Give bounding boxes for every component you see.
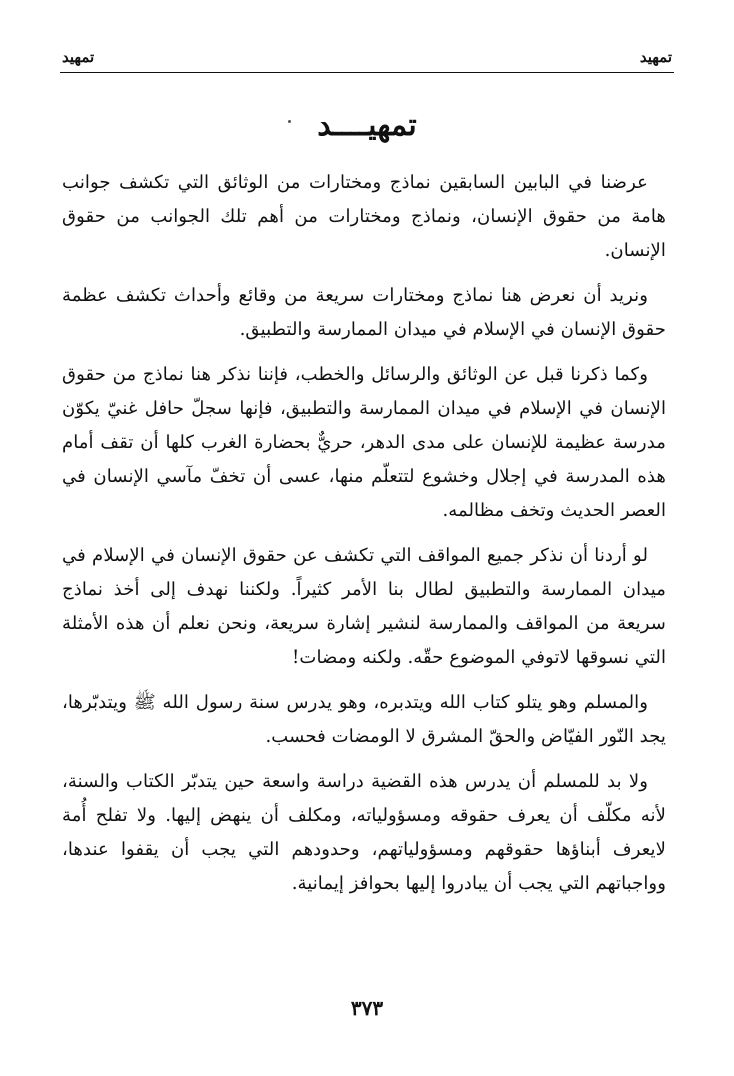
paragraph-5: والمسلم وهو يتلو كتاب الله ويتدبره، وهو يدرس سنة رسول الله ﷺ ويتدبّرها، يجد النّور الفيّاض والحقّ المشرق لا الومضات فحسب. — [62, 692, 666, 747]
running-header-right-title: تمهيد — [639, 48, 672, 66]
paragraph-4: لو أردنا أن نذكر جميع المواقف التي تكشف عن حقوق الإنسان في الإسلام في ميدان الممارسة والتطبيق لطال بنا الأمر كثيراً. ولكننا نهدف إلى أخذ نماذج سريعة من المواقف والممارسة لنشير إشارة سريعة، ونحن نعلم أن هذه الأمثلة التي نسوقها لاتوفي الموضوع حقّه. ولكنه ومضات! — [62, 545, 666, 668]
paragraph-6: ولا بد للمسلم أن يدرس هذه القضية دراسة واسعة حين يتدبّر الكتاب والسنة، لأنه مكلّف أن يعرف حقوقه ومسؤولياته، ومكلف أن ينهض إليها. ولا تفلح أُمة لايعرف أبناؤها حقوقهم ومسؤولياتهم، وحدودهم التي يجب أن يقفوا عندها، وواجباتهم التي يجب أن يبادروا إليها بحوافز إيمانية. — [62, 771, 666, 894]
paragraph-1: عرضنا في البابين السابقين نماذج ومختارات من الوثائق التي تكشف جوانب هامة من حقوق الإنسان، ونماذج ومختارات من أهم تلك الجوانب من حقوق الإنسان. — [62, 172, 666, 261]
body-text — [62, 166, 666, 912]
paragraph-3: وكما ذكرنا قبل عن الوثائق والرسائل والخطب، فإننا نذكر هنا نماذج من حقوق الإنسان في الإسلام في ميدان الممارسة والتطبيق، فإنها سجلّ حافل غنيّ يكوّن مدرسة عظيمة للإنسان على مدى الدهر، حريٌّ بحضارة الغرب كلها أن تقف أمام هذه المدرسة في إجلال وخشوع لتتعلّم منها، عسى أن تخفّ مآسي الإنسان في العصر الحديث وتخف مظالمه. — [62, 364, 666, 521]
title-ornament-dot — [288, 120, 291, 123]
running-header-left-title: تمهيد — [62, 48, 95, 66]
running-header — [60, 46, 674, 73]
page-number: ٣٧٣ — [350, 996, 384, 1020]
paragraph-2: ونريد أن نعرض هنا نماذج ومختارات سريعة من وقائع وأحداث تكشف عظمة حقوق الإنسان في الإسلام في ميدان الممارسة والتطبيق. — [62, 285, 666, 340]
chapter-title: تمهيــــد — [317, 108, 417, 143]
